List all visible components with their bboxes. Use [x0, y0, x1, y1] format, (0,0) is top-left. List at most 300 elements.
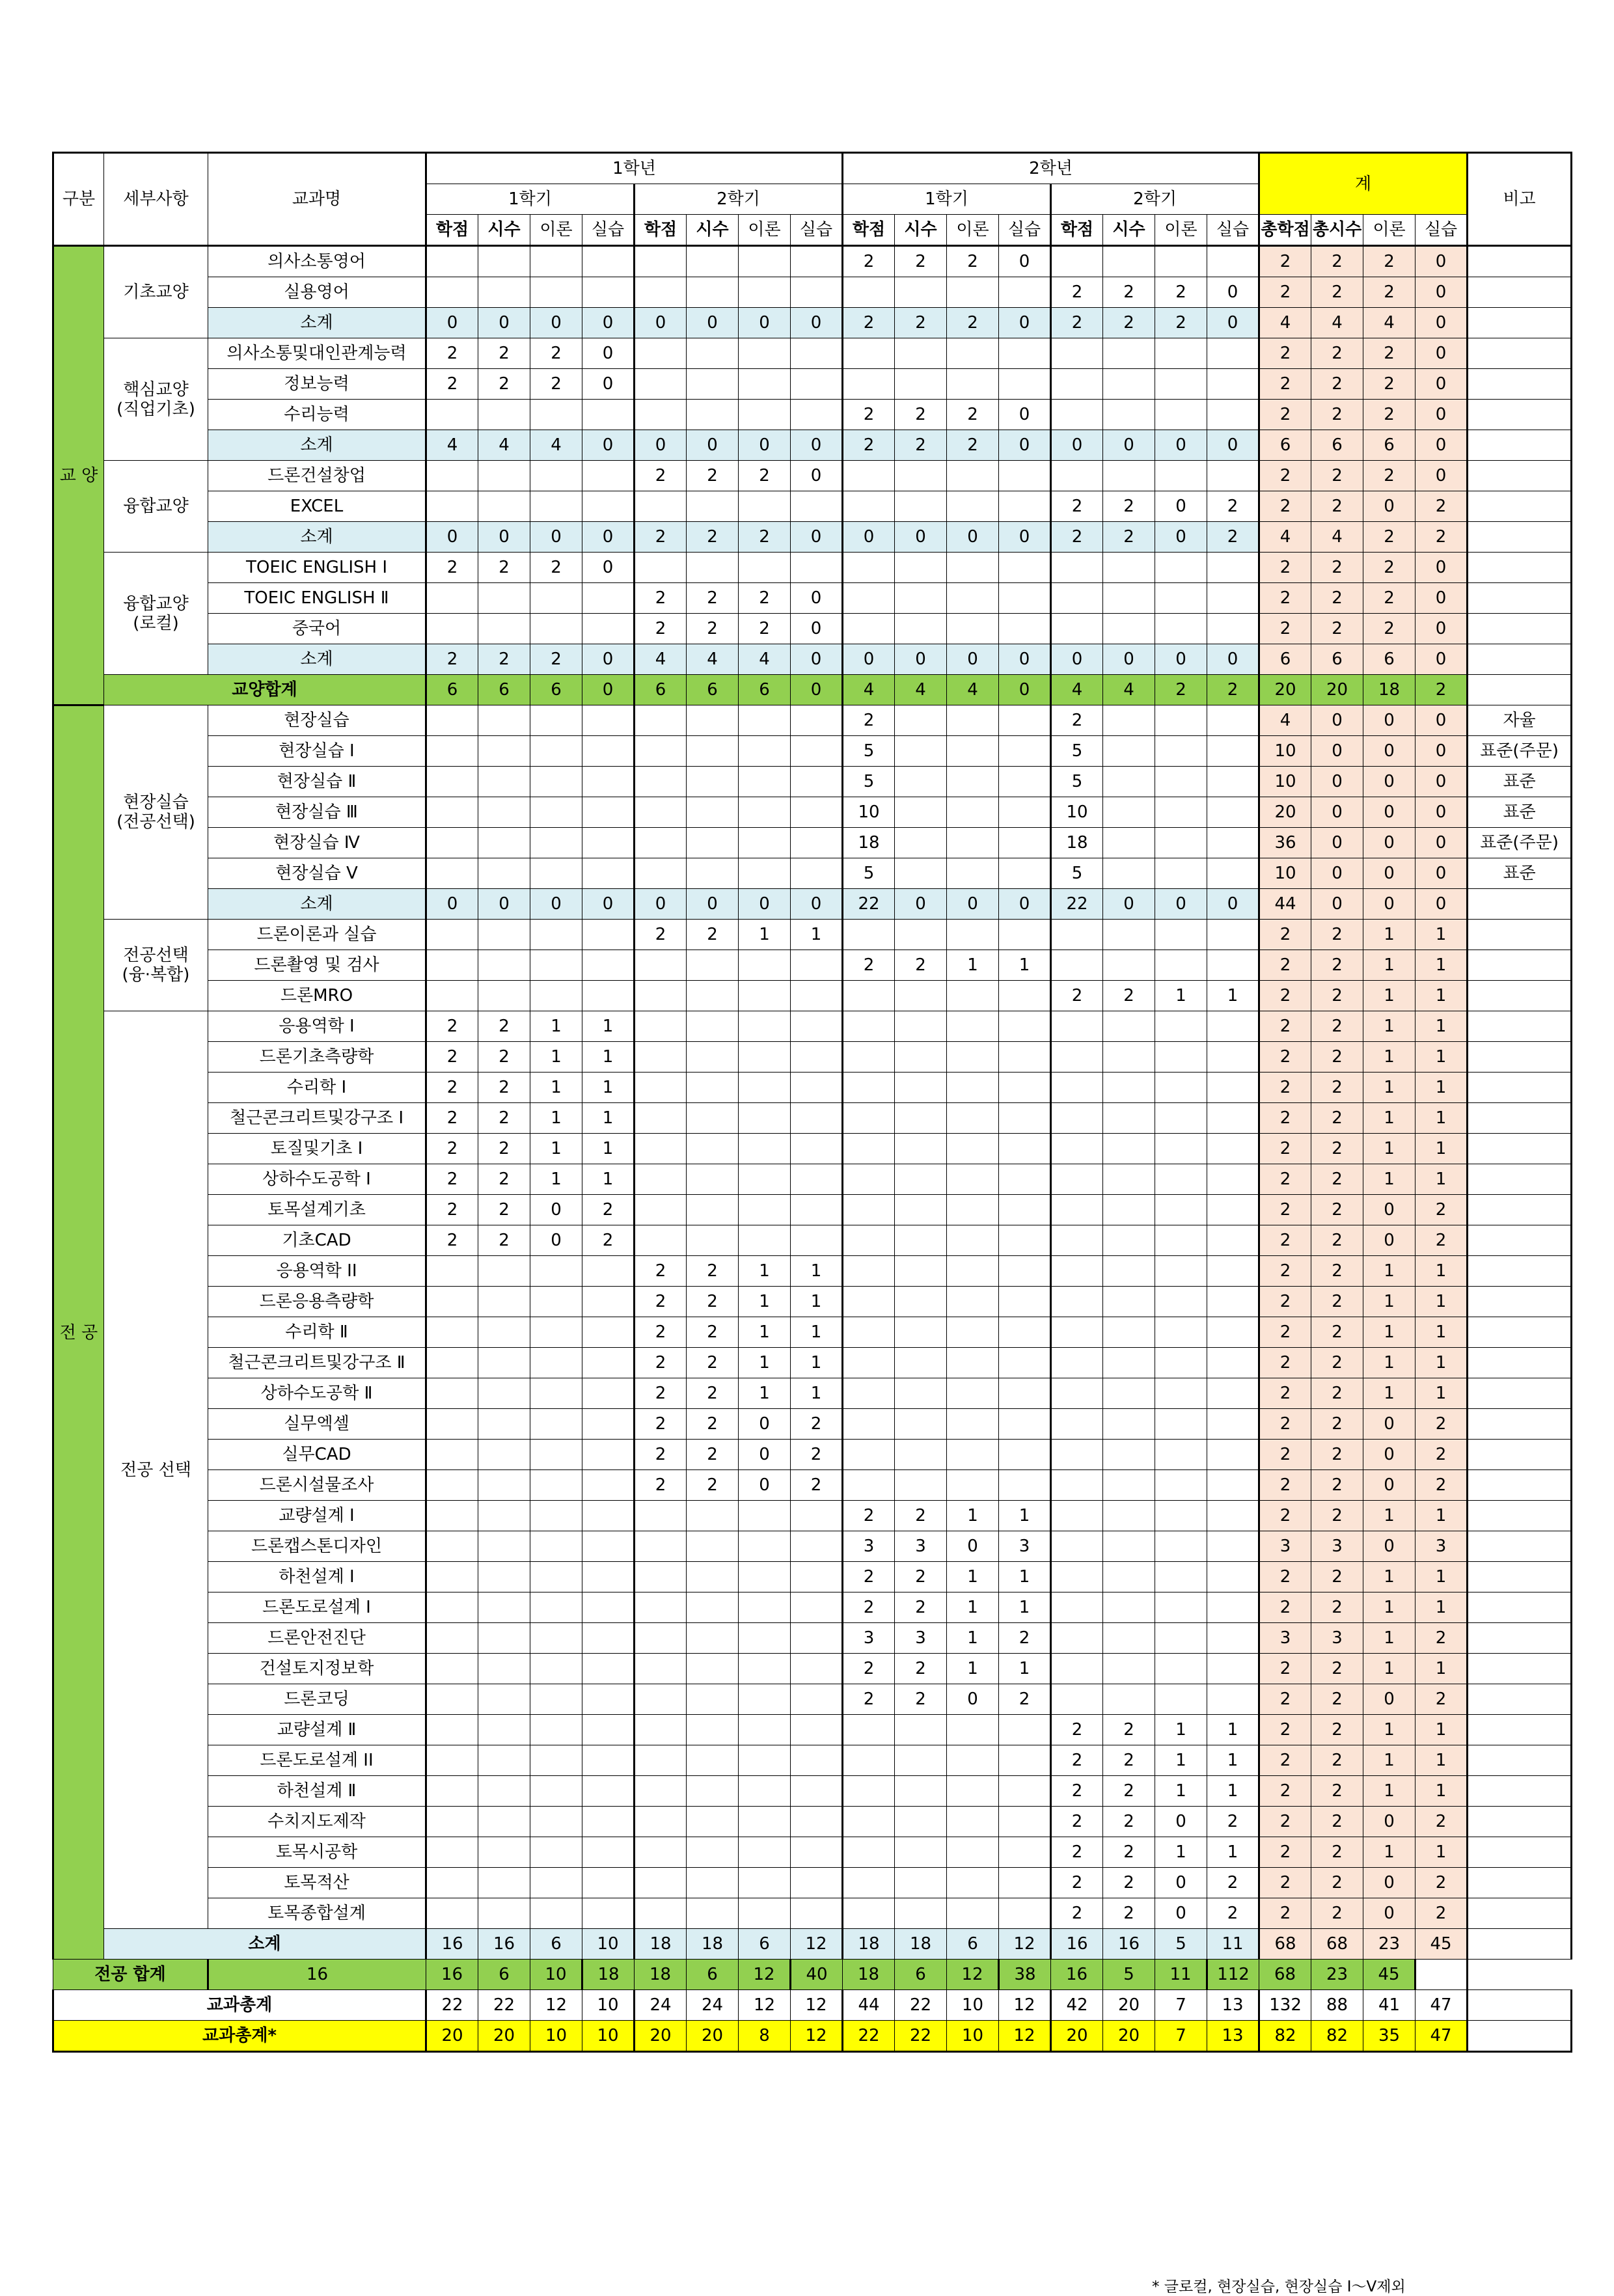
cell-value: 2 [1311, 1378, 1363, 1409]
cell-value: 0 [947, 1531, 999, 1562]
cell-value [687, 1715, 739, 1745]
cell-value [426, 828, 478, 858]
cell-value [1207, 1501, 1259, 1531]
cell-value: 0 [582, 308, 635, 338]
cell-value [635, 1531, 687, 1562]
cell-value [478, 1898, 530, 1929]
cell-value: 18 [1051, 828, 1103, 858]
cell-value: 2 [1311, 1501, 1363, 1531]
table-row [53, 1868, 1572, 1898]
cell-value: 2 [687, 1256, 739, 1287]
remarks-cell [1468, 644, 1572, 675]
cell-value [895, 1898, 947, 1929]
cell-value [843, 1470, 895, 1501]
cell-value: 0 [895, 644, 947, 675]
cell-value: 2 [739, 583, 791, 614]
cell-value: 1 [1363, 1287, 1416, 1317]
cell-value: 22 [843, 889, 895, 920]
cell-value: 0 [1363, 491, 1416, 522]
cell-value: 3 [1416, 1531, 1468, 1562]
cell-value [478, 1317, 530, 1348]
cell-value: 5 [1103, 1960, 1155, 1990]
row-label: 교양합계 [104, 675, 426, 705]
cell-value [947, 1317, 999, 1348]
cell-value [1207, 1348, 1259, 1378]
cell-value [895, 1225, 947, 1256]
row-label: 교과총계* [53, 2021, 426, 2052]
cell-value [843, 1409, 895, 1440]
cell-value [530, 1409, 582, 1440]
cell-value: 22 [478, 1990, 530, 2021]
cell-value: 6 [739, 675, 791, 705]
cell-value: 44 [1259, 889, 1311, 920]
course-name: 수리학 Ⅰ [208, 1073, 426, 1103]
cell-value [582, 583, 635, 614]
cell-value: 1 [791, 1378, 843, 1409]
table-row [53, 1287, 1572, 1317]
cell-value: 2 [1051, 1868, 1103, 1898]
cell-value: 12 [739, 1960, 791, 1990]
remarks-cell [1468, 1348, 1572, 1378]
cell-value: 6 [478, 1960, 530, 1990]
cell-value: 2 [426, 644, 478, 675]
cell-value [1207, 1562, 1259, 1592]
cell-value [1103, 1409, 1155, 1440]
cell-value: 7 [1155, 2021, 1207, 2052]
table-row [53, 1378, 1572, 1409]
cell-value: 12 [999, 2021, 1051, 2052]
cell-value: 2 [635, 461, 687, 491]
cell-value [1207, 369, 1259, 400]
cell-value: 2 [1103, 491, 1155, 522]
cell-value: 0 [999, 400, 1051, 430]
cell-value: 2 [1051, 1715, 1103, 1745]
cell-value [1103, 1317, 1155, 1348]
cell-value [739, 1684, 791, 1715]
cell-value [582, 1898, 635, 1929]
remarks-cell [1468, 1317, 1572, 1348]
table-row [53, 1654, 1572, 1684]
cell-value [999, 369, 1051, 400]
cell-value: 16 [1103, 1929, 1155, 1960]
cell-value [895, 1134, 947, 1164]
cell-value [1103, 1103, 1155, 1134]
cell-value: 20 [1051, 2021, 1103, 2052]
cell-value: 1 [1363, 1256, 1416, 1287]
cell-value [478, 1378, 530, 1409]
remarks-cell [1468, 950, 1572, 981]
category-major: 전 공 [53, 705, 104, 1960]
curriculum-sheet [52, 152, 1570, 2295]
cell-value [582, 920, 635, 950]
cell-value: 0 [791, 583, 843, 614]
cell-value: 0 [739, 1440, 791, 1470]
cell-value: 4 [1051, 675, 1103, 705]
cell-value [895, 553, 947, 583]
remarks-cell [1468, 1470, 1572, 1501]
cell-value: 2 [895, 1592, 947, 1623]
cell-value: 1 [1155, 1715, 1207, 1745]
cell-value: 1 [1363, 1134, 1416, 1164]
cell-value: 10 [843, 797, 895, 828]
cell-value: 2 [1207, 675, 1259, 705]
cell-value: 0 [1103, 889, 1155, 920]
cell-value: 0 [1363, 1195, 1416, 1225]
cell-value: 20 [687, 2021, 739, 2052]
cell-value [687, 705, 739, 736]
cell-value: 2 [1259, 400, 1311, 430]
cell-value: 0 [1363, 828, 1416, 858]
cell-value [426, 1623, 478, 1654]
cell-value [426, 1409, 478, 1440]
cell-value [1103, 1011, 1155, 1042]
cell-value: 0 [1416, 430, 1468, 461]
cell-value: 2 [478, 1011, 530, 1042]
cell-value [687, 858, 739, 889]
cell-value: 2 [1103, 1807, 1155, 1837]
cell-value [999, 491, 1051, 522]
cell-value: 1 [1416, 1654, 1468, 1684]
cell-value: 3 [1259, 1531, 1311, 1562]
cell-value: 2 [1311, 981, 1363, 1011]
cell-value: 10 [530, 1960, 582, 1990]
cell-value [999, 1348, 1051, 1378]
cell-value [582, 461, 635, 491]
cell-value [635, 1592, 687, 1623]
cell-value [426, 1684, 478, 1715]
cell-value: 2 [1259, 1042, 1311, 1073]
cell-value: 2 [530, 644, 582, 675]
cell-value: 2 [1311, 1654, 1363, 1684]
cell-value: 0 [947, 889, 999, 920]
remarks-cell [1468, 400, 1572, 430]
remarks-cell [1468, 430, 1572, 461]
cell-value [895, 920, 947, 950]
cell-value [999, 553, 1051, 583]
cell-value [791, 246, 843, 277]
remarks-cell [1468, 1287, 1572, 1317]
cell-value: 2 [478, 369, 530, 400]
cell-value [1051, 1378, 1103, 1409]
cell-value [1155, 553, 1207, 583]
cell-value [478, 1501, 530, 1531]
cell-value [1051, 553, 1103, 583]
cell-value [582, 767, 635, 797]
cell-value [843, 1868, 895, 1898]
cell-value: 2 [1311, 277, 1363, 308]
cell-value [843, 1287, 895, 1317]
cell-value [947, 1715, 999, 1745]
cell-value: 16 [208, 1960, 426, 1990]
cell-value [791, 736, 843, 767]
cell-value [739, 491, 791, 522]
cell-value [1155, 1164, 1207, 1195]
cell-value: 2 [1363, 338, 1416, 369]
cell-value [791, 828, 843, 858]
cell-value [530, 1256, 582, 1287]
cell-value [947, 1378, 999, 1409]
course-name: 드론이론과 실습 [208, 920, 426, 950]
cell-value: 3 [895, 1623, 947, 1654]
cell-value: 0 [1363, 858, 1416, 889]
cell-value: 2 [635, 1287, 687, 1317]
cell-value [1103, 1042, 1155, 1073]
cell-value: 2 [478, 1073, 530, 1103]
cell-value: 0 [1363, 1225, 1416, 1256]
table-row [53, 1409, 1572, 1440]
cell-value [1103, 950, 1155, 981]
cell-value [687, 1623, 739, 1654]
cell-value [843, 338, 895, 369]
table-row [53, 705, 1572, 736]
cell-value [1155, 461, 1207, 491]
cell-value [530, 1868, 582, 1898]
cell-value: 1 [791, 1256, 843, 1287]
cell-value: 1 [1207, 1776, 1259, 1807]
course-name: 의사소통영어 [208, 246, 426, 277]
footnote: * 글로컬, 현장실습, 현장실습 Ⅰ～Ⅴ제외 [1152, 2278, 1406, 2295]
table-row [53, 522, 1572, 553]
cell-value [791, 950, 843, 981]
cell-value [1155, 1348, 1207, 1378]
remarks-cell [1468, 1073, 1572, 1103]
cell-value [1155, 1592, 1207, 1623]
cell-value: 2 [1259, 369, 1311, 400]
cell-value: 2 [1311, 920, 1363, 950]
cell-value [1155, 705, 1207, 736]
cell-value [426, 1837, 478, 1868]
cell-value: 0 [1363, 1868, 1416, 1898]
cell-value [687, 767, 739, 797]
cell-value [687, 797, 739, 828]
cell-value: 10 [582, 1929, 635, 1960]
cell-value [947, 1440, 999, 1470]
cell-value [1207, 1440, 1259, 1470]
header-theory: 이론 [947, 215, 999, 246]
cell-value [1103, 553, 1155, 583]
cell-value: 0 [1311, 797, 1363, 828]
cell-value: 2 [843, 1684, 895, 1715]
cell-value [843, 1745, 895, 1776]
cell-value: 0 [1051, 644, 1103, 675]
cell-value [582, 1592, 635, 1623]
cell-value [635, 1654, 687, 1684]
cell-value: 1 [947, 950, 999, 981]
cell-value [791, 1531, 843, 1562]
cell-value [947, 583, 999, 614]
cell-value: 2 [1363, 522, 1416, 553]
cell-value [739, 767, 791, 797]
cell-value [478, 828, 530, 858]
cell-value: 1 [791, 1287, 843, 1317]
cell-value [947, 553, 999, 583]
cell-value: 6 [687, 1960, 739, 1990]
cell-value [1207, 1654, 1259, 1684]
cell-value: 2 [687, 522, 739, 553]
cell-value: 2 [1311, 1409, 1363, 1440]
cell-value [687, 491, 739, 522]
cell-value [1155, 858, 1207, 889]
cell-value [582, 400, 635, 430]
cell-value [843, 1164, 895, 1195]
cell-value: 1 [1416, 950, 1468, 981]
table-row [53, 1745, 1572, 1776]
cell-value [1103, 1195, 1155, 1225]
cell-value [478, 461, 530, 491]
header-course-name: 교과명 [208, 153, 426, 246]
remarks-cell [1468, 981, 1572, 1011]
cell-value: 10 [947, 2021, 999, 2052]
cell-value [582, 828, 635, 858]
cell-value [999, 461, 1051, 491]
table-row [53, 1776, 1572, 1807]
cell-value [1155, 797, 1207, 828]
cell-value [530, 1684, 582, 1715]
cell-value [1207, 553, 1259, 583]
cell-value: 2 [1259, 583, 1311, 614]
cell-value [1155, 1501, 1207, 1531]
cell-value: 0 [478, 308, 530, 338]
cell-value [530, 1317, 582, 1348]
cell-value [1051, 1164, 1103, 1195]
remarks-cell [1468, 1807, 1572, 1837]
cell-value: 1 [1416, 1256, 1468, 1287]
cell-value [739, 369, 791, 400]
course-name: 드론기초측량학 [208, 1042, 426, 1073]
cell-value [635, 1042, 687, 1073]
course-name: 현장실습 Ⅱ [208, 767, 426, 797]
cell-value [426, 1776, 478, 1807]
cell-value: 2 [843, 705, 895, 736]
cell-value [635, 338, 687, 369]
cell-value: 2 [1416, 1409, 1468, 1440]
cell-value: 10 [582, 1990, 635, 2021]
cell-value [426, 491, 478, 522]
table-row [53, 1960, 1572, 1990]
table-row [53, 1623, 1572, 1654]
cell-value [1207, 950, 1259, 981]
cell-value: 2 [687, 583, 739, 614]
cell-value: 1 [1416, 1562, 1468, 1592]
cell-value: 2 [1259, 246, 1311, 277]
cell-value [1207, 797, 1259, 828]
cell-value: 0 [791, 522, 843, 553]
cell-value [687, 828, 739, 858]
cell-value: 1 [1363, 1348, 1416, 1378]
cell-value: 1 [1155, 1776, 1207, 1807]
cell-value [895, 1440, 947, 1470]
cell-value: 0 [1363, 1807, 1416, 1837]
cell-value: 0 [582, 522, 635, 553]
cell-value [530, 1531, 582, 1562]
cell-value: 0 [1155, 430, 1207, 461]
cell-value [1207, 1623, 1259, 1654]
cell-value [947, 1868, 999, 1898]
cell-value: 1 [947, 1654, 999, 1684]
cell-value: 6 [739, 1929, 791, 1960]
cell-value: 0 [843, 644, 895, 675]
remarks-cell [1468, 1042, 1572, 1073]
cell-value: 2 [895, 1501, 947, 1531]
cell-value [1207, 1684, 1259, 1715]
cell-value: 5 [1051, 736, 1103, 767]
cell-value [895, 981, 947, 1011]
cell-value: 1 [1363, 1042, 1416, 1073]
table-row [53, 1317, 1572, 1348]
cell-value [895, 1103, 947, 1134]
remarks-cell [1468, 1929, 1572, 1960]
cell-value: 2 [1103, 981, 1155, 1011]
cell-value: 2 [426, 338, 478, 369]
remarks-cell [1468, 1623, 1572, 1654]
cell-value: 1 [1416, 1103, 1468, 1134]
cell-value [1051, 1531, 1103, 1562]
cell-value: 0 [1363, 1684, 1416, 1715]
cell-value [582, 858, 635, 889]
cell-value: 0 [1207, 308, 1259, 338]
cell-value: 1 [999, 1501, 1051, 1531]
cell-value [947, 1225, 999, 1256]
cell-value: 16 [478, 1929, 530, 1960]
cell-value [1051, 1042, 1103, 1073]
cell-value [1155, 369, 1207, 400]
cell-value: 2 [1103, 1898, 1155, 1929]
cell-value: 16 [426, 1960, 478, 1990]
header-year2: 2학년 [843, 153, 1259, 184]
cell-value: 2 [1259, 1011, 1311, 1042]
cell-value: 0 [999, 308, 1051, 338]
cell-value [1155, 767, 1207, 797]
cell-value [739, 1073, 791, 1103]
cell-value [739, 1654, 791, 1684]
table-row [53, 1042, 1572, 1073]
cell-value: 1 [1363, 1623, 1416, 1654]
cell-value [1103, 828, 1155, 858]
cell-value [478, 1807, 530, 1837]
cell-value: 1 [1363, 920, 1416, 950]
cell-value [843, 920, 895, 950]
cell-value [687, 1776, 739, 1807]
cell-value [1103, 1562, 1155, 1592]
cell-value: 1 [1416, 1348, 1468, 1378]
cell-value [1155, 1073, 1207, 1103]
cell-value [426, 583, 478, 614]
cell-value: 2 [1051, 1776, 1103, 1807]
cell-value: 2 [895, 308, 947, 338]
cell-value [635, 1776, 687, 1807]
cell-value [739, 828, 791, 858]
cell-value [687, 1103, 739, 1134]
cell-value: 2 [1416, 675, 1468, 705]
remarks-cell: 표준 [1468, 767, 1572, 797]
cell-value [582, 1745, 635, 1776]
cell-value: 1 [999, 950, 1051, 981]
cell-value [687, 1501, 739, 1531]
cell-value [895, 338, 947, 369]
cell-value [635, 1898, 687, 1929]
cell-value: 2 [1311, 1287, 1363, 1317]
cell-value: 0 [1363, 767, 1416, 797]
cell-value: 1 [1363, 1011, 1416, 1042]
cell-value: 2 [1259, 1715, 1311, 1745]
cell-value: 2 [1259, 1684, 1311, 1715]
cell-value: 41 [1363, 1990, 1416, 2021]
cell-value [1051, 246, 1103, 277]
cell-value [739, 1868, 791, 1898]
cell-value [582, 705, 635, 736]
course-name: 드론코딩 [208, 1684, 426, 1715]
cell-value: 1 [791, 920, 843, 950]
